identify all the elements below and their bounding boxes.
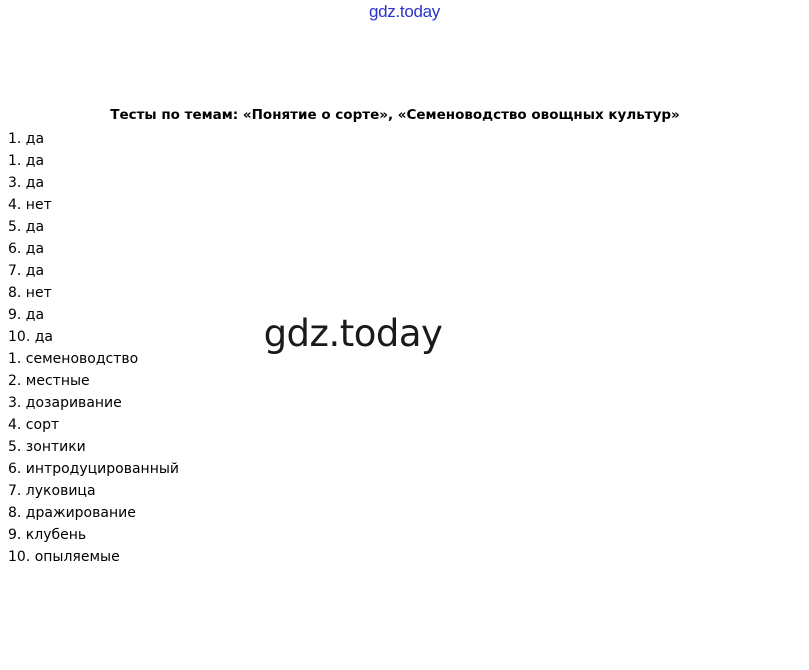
- answer-item: 10. да: [8, 329, 53, 345]
- answer-item: 3. дозаривание: [8, 395, 122, 411]
- answer-item: 8. дражирование: [8, 505, 136, 521]
- answer-item: 1. семеноводство: [8, 351, 139, 367]
- site-brand-label: gdz.today: [368, 2, 441, 21]
- answer-item: 6. интродуцированный: [8, 461, 180, 477]
- answer-item: 5. зонтики: [8, 439, 86, 455]
- answer-item: 1. да: [8, 131, 45, 147]
- answer-item: 9. да: [8, 307, 45, 323]
- answer-item: 5. да: [8, 219, 45, 235]
- answer-item: 4. нет: [8, 197, 52, 213]
- document-title: Тесты по темам: «Понятие о сорте», «Семеноводство овощных культур»: [110, 107, 680, 123]
- answer-item: 1. да: [8, 153, 45, 169]
- answer-item: 6. да: [8, 241, 45, 257]
- answer-item: 8. нет: [8, 285, 52, 301]
- answer-item: 7. луковица: [8, 483, 96, 499]
- answer-item: 3. да: [8, 175, 45, 191]
- answer-item: 10. опыляемые: [8, 549, 120, 565]
- answer-item: 9. клубень: [8, 527, 87, 543]
- answer-item: 2. местные: [8, 373, 90, 389]
- watermark-text: gdz.today: [263, 312, 443, 355]
- answer-item: 7. да: [8, 263, 45, 279]
- answer-item: 4. сорт: [8, 417, 60, 433]
